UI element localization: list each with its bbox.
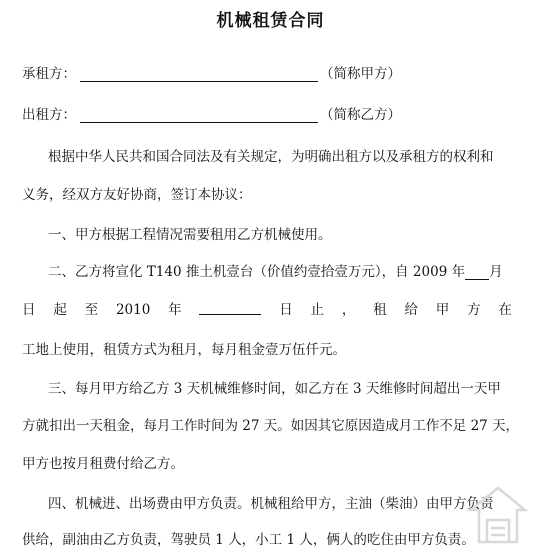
word-year: 年	[168, 302, 182, 318]
c3-text-e: 天。如因其它原因造成月工作不足	[263, 418, 467, 434]
c3-text-a: 三、每月甲方给乙方	[48, 381, 170, 397]
month-blank	[465, 265, 489, 280]
lessee-note: （简称甲方）	[320, 66, 401, 82]
clause-1: 一、甲方根据工程情况需要租用乙方机械使用。	[48, 227, 332, 243]
c3-days-1: 3	[173, 381, 183, 397]
clause-2-text-b: 推土机壹台（价值约壹拾壹万元），自	[185, 264, 409, 280]
clause-3-line-3: 甲方也按月租费付给乙方。	[22, 456, 184, 472]
c4-worker-count: 1	[286, 532, 296, 548]
word-gei: 给	[404, 302, 418, 318]
year-to: 2010	[115, 302, 151, 318]
lessee-label: 承租方：	[22, 66, 76, 82]
clause-4-line-2	[22, 530, 475, 550]
clause-2-year-label: 年	[451, 264, 466, 280]
word-zhi: 至	[84, 302, 99, 318]
c3-days-4: 27	[470, 418, 488, 434]
c4-text-b: 人，小工	[228, 532, 283, 548]
intro-line-1: 根据中华人民共和国合同法及有关规定，为明确出租方以及承租方的权利和	[48, 149, 494, 165]
c3-text-b: 天机械维修时间，如乙方在	[186, 381, 349, 397]
clause-2-month-label: 月	[489, 264, 503, 280]
comma: ，	[341, 302, 356, 318]
clause-2-model: T140	[146, 264, 182, 280]
lessee-row	[22, 64, 401, 84]
c4-text-c: 人，俩人的吃住由甲方负责。	[299, 532, 475, 548]
clause-3-line-1	[48, 379, 501, 399]
clause-2-line-3: 工地上使用，租赁方式为租月，每月租金壹万伍仟元。	[22, 342, 346, 358]
document-title: 机械租赁合同	[216, 11, 325, 31]
c4-text-a: 供给，副油由乙方负责，驾驶员	[22, 532, 211, 548]
clause-2-line-1	[48, 262, 503, 282]
lessor-label: 出租方：	[22, 107, 76, 123]
word-zu: 租	[373, 302, 387, 318]
word-day: 日	[22, 302, 36, 318]
c3-text-f: 天，	[492, 418, 520, 434]
intro-line-2: 义务，经双方友好协商，签订本协议：	[22, 187, 252, 203]
lessee-blank	[80, 67, 318, 82]
clause-2-text-a: 二、乙方将宣化	[48, 264, 143, 280]
lessor-note: （简称乙方）	[320, 107, 401, 123]
clause-3-line-2	[22, 416, 519, 436]
c3-text-d: 方就扣出一天租金，每月工作时间为	[22, 418, 238, 434]
building-logo-icon	[461, 480, 535, 554]
clause-2-line-2	[22, 300, 512, 320]
end-date-blank	[199, 300, 261, 315]
lessor-row	[22, 105, 401, 125]
clause-2-year-from: 2009	[412, 264, 448, 280]
word-jia: 甲	[435, 302, 450, 318]
clause-4-line-1: 四、机械进、出场费由甲方负责。机械租给甲方，主油（柴油）由甲方负责	[48, 496, 494, 512]
word-fang: 方	[467, 302, 481, 318]
word-zai: 在	[498, 302, 512, 318]
c3-text-c: 天维修时间超出一天甲	[365, 381, 501, 397]
c3-days-2: 3	[352, 381, 362, 397]
word-day-2: 日	[279, 302, 293, 318]
word-zhi-2: 止	[310, 302, 325, 318]
c4-driver-count: 1	[215, 532, 224, 548]
lessor-blank	[80, 108, 318, 123]
c3-days-3: 27	[242, 418, 260, 434]
word-qi: 起	[53, 302, 67, 318]
